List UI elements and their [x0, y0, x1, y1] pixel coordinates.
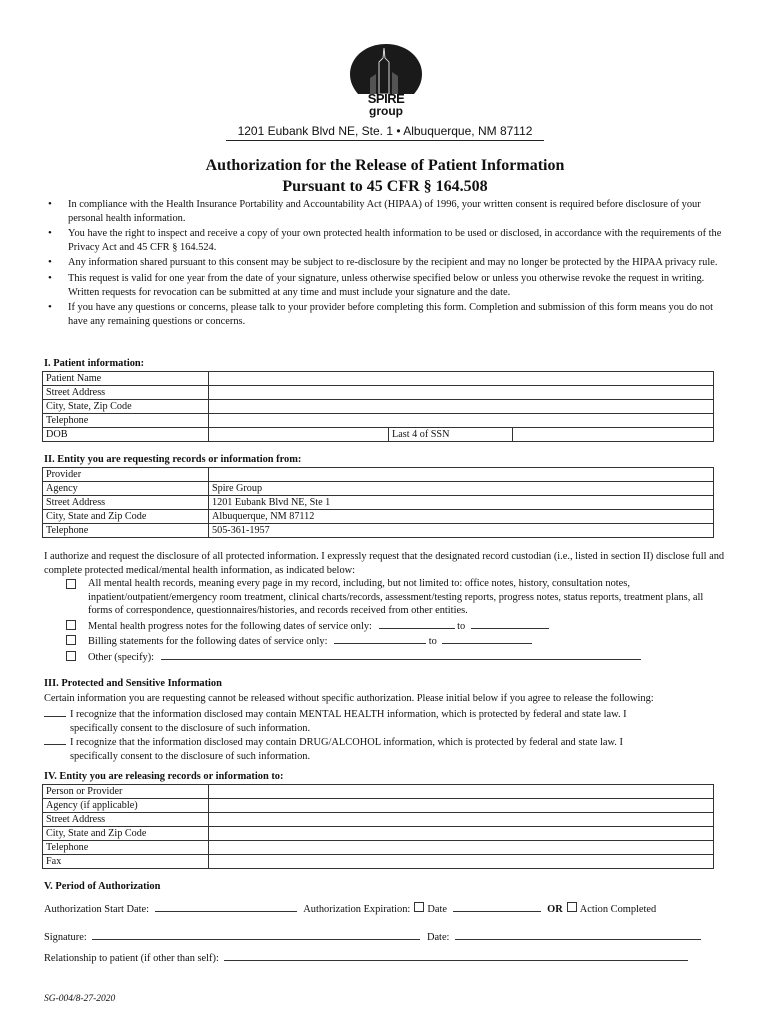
field-label: Agency	[43, 482, 209, 496]
intro-bullet: • This request is valid for one year from the date of your signature, unless otherwise specified below or unless you otherwise revoke the request in writing. Written requests for revocation can be submitted at any time and must include your signature and the date.	[44, 272, 726, 299]
table-row	[43, 482, 714, 496]
releasing-entity-table	[42, 784, 714, 869]
billing-checkbox[interactable]	[66, 635, 76, 645]
initial-mental-health	[44, 706, 724, 735]
date-option-label: Date	[427, 904, 447, 915]
field-label: Provider	[43, 468, 209, 482]
signature-label: Signature:	[44, 932, 87, 943]
recipient-agency-field[interactable]	[209, 799, 714, 813]
field-label: Agency (if applicable)	[43, 799, 209, 813]
option-label: Billing statements for the following dates of service only:	[88, 636, 328, 648]
action-completed-label: Action Completed	[579, 904, 657, 915]
field-label: Person or Provider	[43, 785, 209, 799]
option-other	[64, 649, 724, 665]
option-label: Mental health progress notes for the following dates of service only:	[88, 620, 372, 632]
option-all-records	[64, 577, 724, 618]
agency-value[interactable]: Spire Group	[209, 482, 714, 496]
patient-name-field[interactable]	[209, 372, 714, 386]
option-progress-notes	[64, 618, 724, 634]
field-label: Fax	[43, 855, 209, 869]
relationship-label: Relationship to patient (if other than self):	[44, 953, 219, 964]
table-row	[43, 799, 714, 813]
expiration-date-checkbox[interactable]	[414, 902, 424, 912]
intro-bullet: • You have the right to inspect and receive a copy of your own protected health information to be used or disclosed, in accordance with the requirements of the Privacy Act and 45 CFR § 164.524.	[44, 227, 726, 254]
signature-field[interactable]	[92, 929, 420, 940]
intro-list	[44, 198, 726, 330]
section-1-heading: I. Patient information:	[44, 358, 145, 369]
all-records-checkbox[interactable]	[66, 579, 76, 589]
field-label: City, State, Zip Code	[43, 400, 209, 414]
recipient-telephone-field[interactable]	[209, 841, 714, 855]
field-label: Street Address	[43, 496, 209, 510]
records-options	[64, 577, 724, 665]
drug-alcohol-consent-cont: specifically consent to the disclosure of such information.	[70, 750, 311, 762]
other-specify-field[interactable]	[161, 649, 641, 660]
table-row	[43, 468, 714, 482]
recipient-street-field[interactable]	[209, 813, 714, 827]
signature-row	[44, 929, 701, 943]
initial-drug-alcohol	[44, 734, 724, 763]
street-value[interactable]: 1201 Eubank Blvd NE, Ste 1	[209, 496, 714, 510]
billing-to-date-field[interactable]	[442, 633, 532, 644]
recipient-city-field[interactable]	[209, 827, 714, 841]
clinic-address: 1201 Eubank Blvd NE, Ste. 1 • Albuquerque, NM 87112	[226, 124, 544, 141]
dob-field[interactable]	[209, 428, 389, 442]
recipient-person-field[interactable]	[209, 785, 714, 799]
option-billing	[64, 633, 724, 649]
ssn-field[interactable]	[513, 428, 714, 442]
other-checkbox[interactable]	[66, 651, 76, 661]
table-row	[43, 510, 714, 524]
provider-field[interactable]	[209, 468, 714, 482]
table-row	[43, 813, 714, 827]
intro-bullet: • In compliance with the Health Insurance Portability and Accountability Act (HIPAA) of 1996, your written consent is required before disclosure of your personal health information.	[44, 198, 726, 225]
section-3-heading: III. Protected and Sensitive Information	[44, 678, 222, 689]
field-label: Street Address	[43, 813, 209, 827]
intro-bullet: • If you have any questions or concerns, please talk to your provider before completing this form. Completion and submission of this form means you do not have any remaining questions or concerns.	[44, 301, 726, 328]
section-3-intro: Certain information you are requesting cannot be released without specific authorization. Please initial below if you agree to release the following:	[44, 693, 654, 704]
table-row	[43, 827, 714, 841]
billing-from-date-field[interactable]	[334, 633, 426, 644]
table-row	[43, 841, 714, 855]
progress-notes-checkbox[interactable]	[66, 620, 76, 630]
table-row	[43, 496, 714, 510]
intro-bullet: • Any information shared pursuant to this consent may be subject to re-disclosure by the recipient and may no longer be protected by the HIPAA privacy rule.	[44, 256, 726, 270]
signature-date-field[interactable]	[455, 929, 701, 940]
authorization-period-row	[44, 901, 656, 915]
option-label: All mental health records, meaning every page in my record, including, but not limited to: office notes, history, consultation notes, inpatient/outpatient/emergency room treatment, clinical charts/records, assessment/testing reports, progress notes, status reports, treatment plans, all forms of correspondence, questionnaires/histories, and records received from other entities.	[88, 578, 704, 617]
form-title: Authorization for the Release of Patient Information	[205, 157, 565, 174]
field-label: City, State and Zip Code	[43, 510, 209, 524]
logo-wordmark: SPIRE	[367, 91, 405, 106]
table-row	[43, 372, 714, 386]
table-row	[43, 414, 714, 428]
spire-group-logo	[348, 44, 424, 124]
relationship-field[interactable]	[224, 950, 688, 961]
or-label: OR	[547, 904, 563, 915]
authorization-statement: I authorize and request the disclosure of all protected information. I expressly request that the designated record custodian (i.e., listed in section II) disclose full and complete protected medical/mental health information, as indicated below:	[44, 551, 725, 576]
logo-subword: group	[369, 104, 403, 118]
field-label: DOB	[43, 428, 209, 442]
recipient-fax-field[interactable]	[209, 855, 714, 869]
table-row	[43, 428, 714, 442]
expiration-date-field[interactable]	[453, 901, 541, 912]
table-row	[43, 524, 714, 538]
progress-to-date-field[interactable]	[471, 618, 549, 629]
relationship-row	[44, 950, 688, 964]
mental-health-consent-text: I recognize that the information disclosed may contain MENTAL HEALTH information, which is protected by federal and state law. I	[70, 709, 627, 720]
field-label: Telephone	[43, 414, 209, 428]
form-subtitle: Pursuant to 45 CFR § 164.508	[282, 178, 488, 195]
patient-info-table	[42, 371, 714, 442]
patient-street-field[interactable]	[209, 386, 714, 400]
field-label: Telephone	[43, 524, 209, 538]
table-row	[43, 386, 714, 400]
telephone-value[interactable]: 505-361-1957	[209, 524, 714, 538]
patient-telephone-field[interactable]	[209, 414, 714, 428]
field-label: Telephone	[43, 841, 209, 855]
table-row	[43, 400, 714, 414]
to-label: to	[428, 636, 437, 648]
to-label: to	[457, 620, 466, 632]
section-2-heading: II. Entity you are requesting records or information from:	[44, 454, 302, 465]
start-date-label: Authorization Start Date:	[44, 904, 150, 915]
section-5-heading: V. Period of Authorization	[44, 881, 161, 892]
progress-from-date-field[interactable]	[379, 618, 455, 629]
field-label: Street Address	[43, 386, 209, 400]
city-value[interactable]: Albuquerque, NM 87112	[209, 510, 714, 524]
section-4-heading: IV. Entity you are releasing records or information to:	[44, 771, 284, 782]
patient-city-field[interactable]	[209, 400, 714, 414]
table-row	[43, 855, 714, 869]
field-label: City, State and Zip Code	[43, 827, 209, 841]
field-label: Patient Name	[43, 372, 209, 386]
start-date-field[interactable]	[155, 901, 297, 912]
mental-health-initial-field[interactable]	[44, 706, 66, 717]
ssn-label: Last 4 of SSN	[389, 428, 513, 442]
drug-alcohol-initial-field[interactable]	[44, 734, 66, 745]
table-row	[43, 785, 714, 799]
requesting-entity-table	[42, 467, 714, 538]
action-completed-checkbox[interactable]	[567, 902, 577, 912]
expiration-label: Authorization Expiration:	[303, 904, 411, 915]
signature-date-label: Date:	[426, 932, 450, 943]
mental-health-consent-cont: specifically consent to the disclosure of such information.	[70, 722, 311, 734]
option-label: Other (specify):	[88, 651, 155, 663]
drug-alcohol-consent-text: I recognize that the information disclosed may contain DRUG/ALCOHOL information, which is protected by federal and state law. I	[70, 737, 623, 748]
form-code: SG-004/8-27-2020	[44, 994, 116, 1004]
